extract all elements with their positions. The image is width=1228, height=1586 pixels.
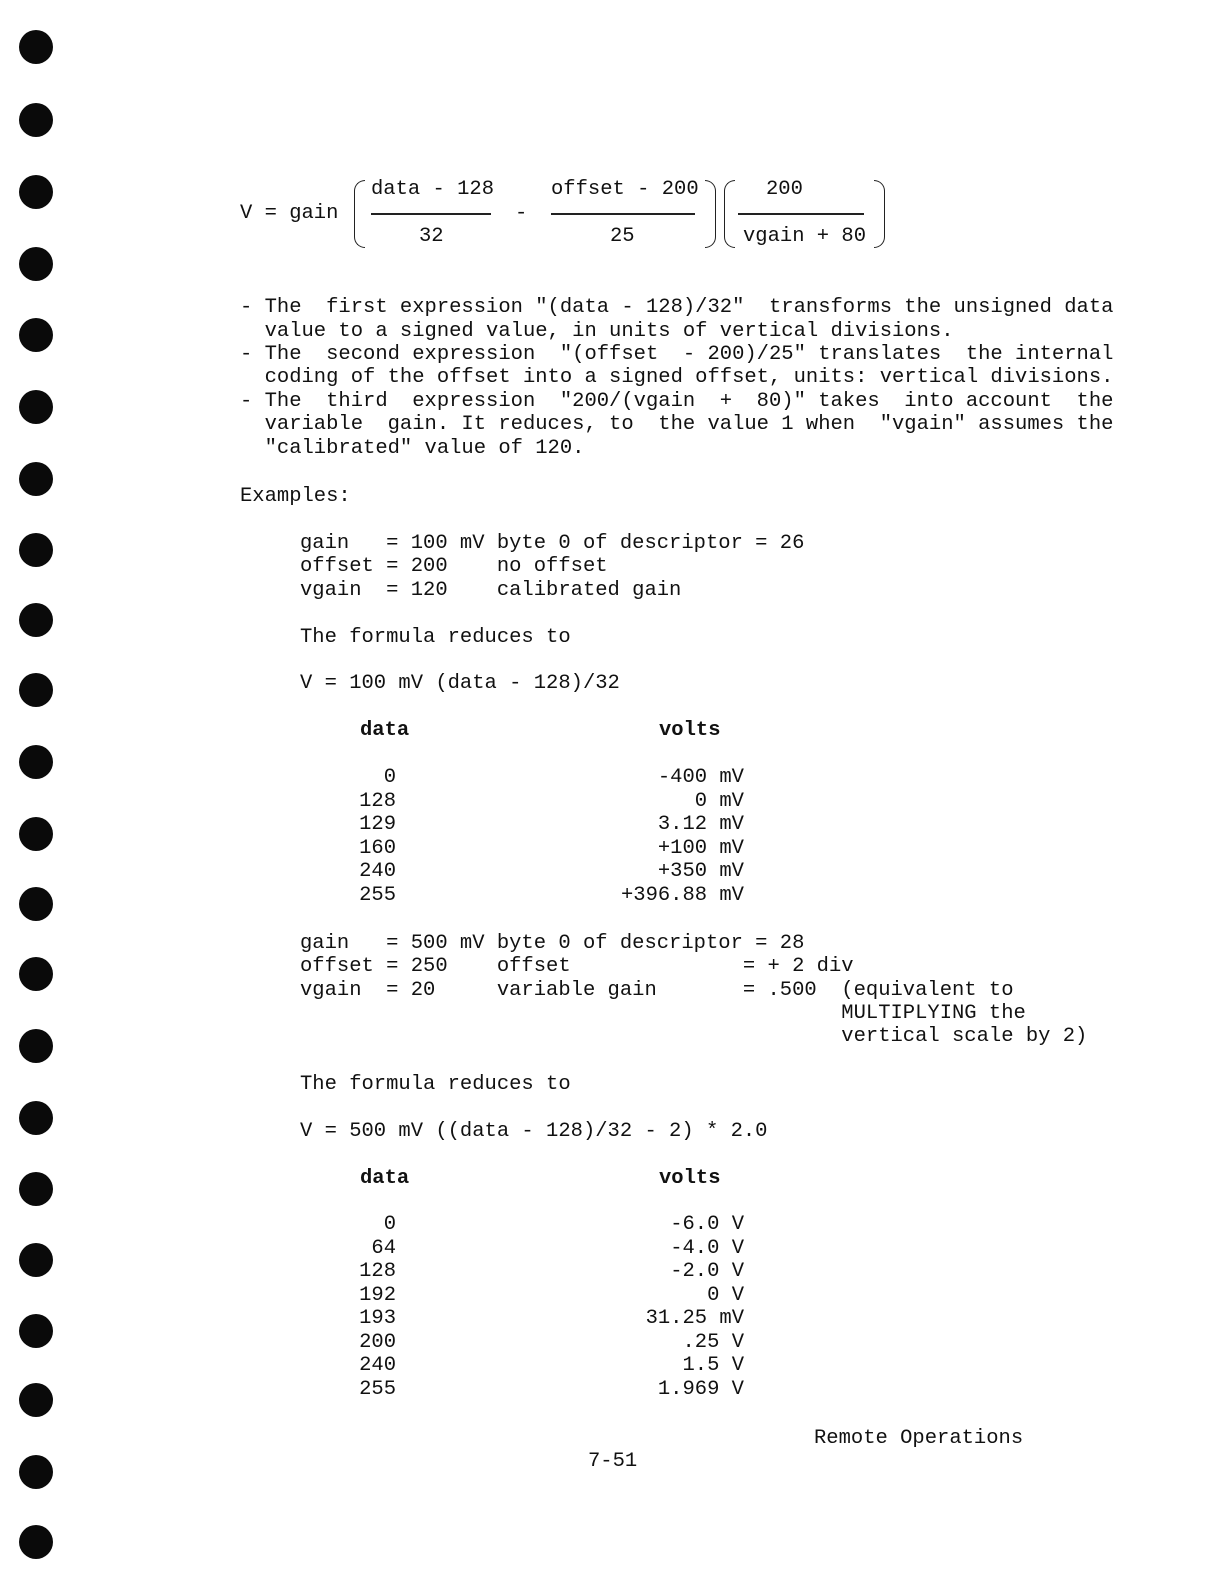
example-2-param-note-1: MULTIPLYING the [300, 1002, 1026, 1025]
example-1-col-data: data [360, 719, 410, 742]
table-cell-data: 193 [359, 1307, 396, 1330]
binder-hole [19, 745, 53, 779]
table-cell-volts: 0 V [707, 1283, 744, 1307]
term3-numerator: 200 [766, 178, 803, 201]
binder-hole [19, 533, 53, 567]
right-paren-2 [874, 180, 885, 248]
binder-hole [19, 462, 53, 496]
example-1-reduced-formula: V = 100 mV (data - 128)/32 [300, 672, 620, 695]
table-cell-volts: 1.5 V [682, 1354, 744, 1377]
example-1-param-offset: offset = 200 no offset [300, 555, 608, 578]
term3-denominator: vgain + 80 [743, 225, 867, 248]
example-2-reduces-text: The formula reduces to [300, 1073, 571, 1096]
binder-hole [19, 887, 53, 921]
binder-hole [19, 1101, 53, 1135]
table-cell-data: 128 [359, 1260, 396, 1283]
term1-fraction-bar [371, 213, 491, 215]
table-cell-data: 255 [359, 883, 396, 907]
table-cell-volts: +350 mV [657, 860, 744, 883]
example-1-param-gain: gain = 100 mV byte 0 of descriptor = 26 [300, 532, 805, 555]
term1-denominator: 32 [419, 225, 444, 248]
formula-lhs: V = gain [240, 202, 339, 225]
binder-hole [19, 817, 53, 851]
term2-denominator: 25 [610, 225, 635, 248]
binder-hole [19, 673, 53, 707]
binder-hole [19, 103, 53, 137]
table-cell-data: 0 [383, 766, 396, 789]
table-cell-volts: -400 mV [657, 766, 744, 789]
binder-hole [19, 1172, 53, 1206]
right-paren-1 [705, 180, 716, 248]
left-paren-1 [354, 180, 365, 248]
table-cell-volts: -4.0 V [670, 1236, 744, 1260]
bullet-3-line-1: - The third expression "200/(vgain + 80)" takes into account the [240, 390, 1114, 413]
binder-hole [19, 1383, 53, 1417]
bullet-2-line-2: coding of the offset into a signed offset, units: vertical divisions. [240, 366, 1114, 389]
binder-hole [19, 390, 53, 424]
formula-minus: - [515, 202, 528, 225]
bullet-3-line-2: variable gain. It reduces, to the value 1 when "vgain" assumes the [240, 413, 1114, 436]
term3-fraction-bar [738, 213, 864, 215]
example-1-col-volts: volts [659, 719, 721, 742]
binder-hole [19, 1455, 53, 1489]
table-cell-data: 160 [359, 836, 396, 860]
binder-hole [19, 603, 53, 637]
table-cell-data: 192 [359, 1283, 396, 1307]
table-cell-data: 240 [359, 860, 396, 883]
binder-hole [19, 175, 53, 209]
bullet-2-line-1: - The second expression "(offset - 200)/25" translates the internal [240, 343, 1114, 366]
table-cell-volts: +100 mV [657, 836, 744, 860]
binder-hole [19, 1314, 53, 1348]
table-cell-volts: -6.0 V [670, 1213, 744, 1236]
bullet-1-line-2: value to a signed value, in units of vertical divisions. [240, 320, 954, 343]
table-cell-volts: -2.0 V [670, 1260, 744, 1283]
example-2-col-data: data [360, 1167, 410, 1190]
example-1-param-vgain: vgain = 120 calibrated gain [300, 579, 682, 602]
bullet-1-line-1: - The first expression "(data - 128)/32" transforms the unsigned data [240, 296, 1114, 319]
table-cell-data: 64 [371, 1236, 396, 1260]
example-2-param-gain: gain = 500 mV byte 0 of descriptor = 28 [300, 932, 805, 955]
example-1-reduces-text: The formula reduces to [300, 626, 571, 649]
binder-hole [19, 1243, 53, 1277]
footer-section-title: Remote Operations [814, 1427, 1024, 1450]
table-cell-volts: .25 V [682, 1330, 744, 1354]
binder-hole [19, 1525, 53, 1559]
table-cell-volts: 3.12 mV [657, 813, 744, 836]
table-cell-data: 255 [359, 1377, 396, 1401]
term2-numerator: offset - 200 [551, 178, 699, 201]
examples-heading: Examples: [240, 485, 351, 508]
binder-hole [19, 30, 53, 64]
binder-hole [19, 957, 53, 991]
binder-hole [19, 318, 53, 352]
footer-page-number: 7-51 [588, 1450, 638, 1473]
example-2-param-offset: offset = 250 offset = + 2 div [300, 955, 854, 978]
table-cell-volts: 1.969 V [657, 1377, 744, 1401]
table-cell-data: 129 [359, 813, 396, 836]
table-cell-data: 240 [359, 1354, 396, 1377]
binder-hole [19, 1029, 53, 1063]
table-cell-data: 0 [383, 1213, 396, 1236]
bullet-3-line-3: "calibrated" value of 120. [240, 437, 585, 460]
example-2-param-note-2: vertical scale by 2) [300, 1025, 1088, 1048]
example-2-reduced-formula: V = 500 mV ((data - 128)/32 - 2) * 2.0 [300, 1120, 768, 1143]
binder-hole [19, 247, 53, 281]
table-cell-data: 128 [359, 789, 396, 813]
table-cell-volts: 31.25 mV [645, 1307, 744, 1330]
example-2-param-vgain: vgain = 20 variable gain = .500 (equivalent to [300, 979, 1014, 1002]
example-2-col-volts: volts [659, 1167, 721, 1190]
left-paren-2 [724, 180, 735, 248]
term2-fraction-bar [551, 213, 695, 215]
table-cell-data: 200 [359, 1330, 396, 1354]
table-cell-volts: 0 mV [694, 789, 744, 813]
term1-numerator: data - 128 [371, 178, 495, 201]
table-cell-volts: +396.88 mV [620, 883, 744, 907]
